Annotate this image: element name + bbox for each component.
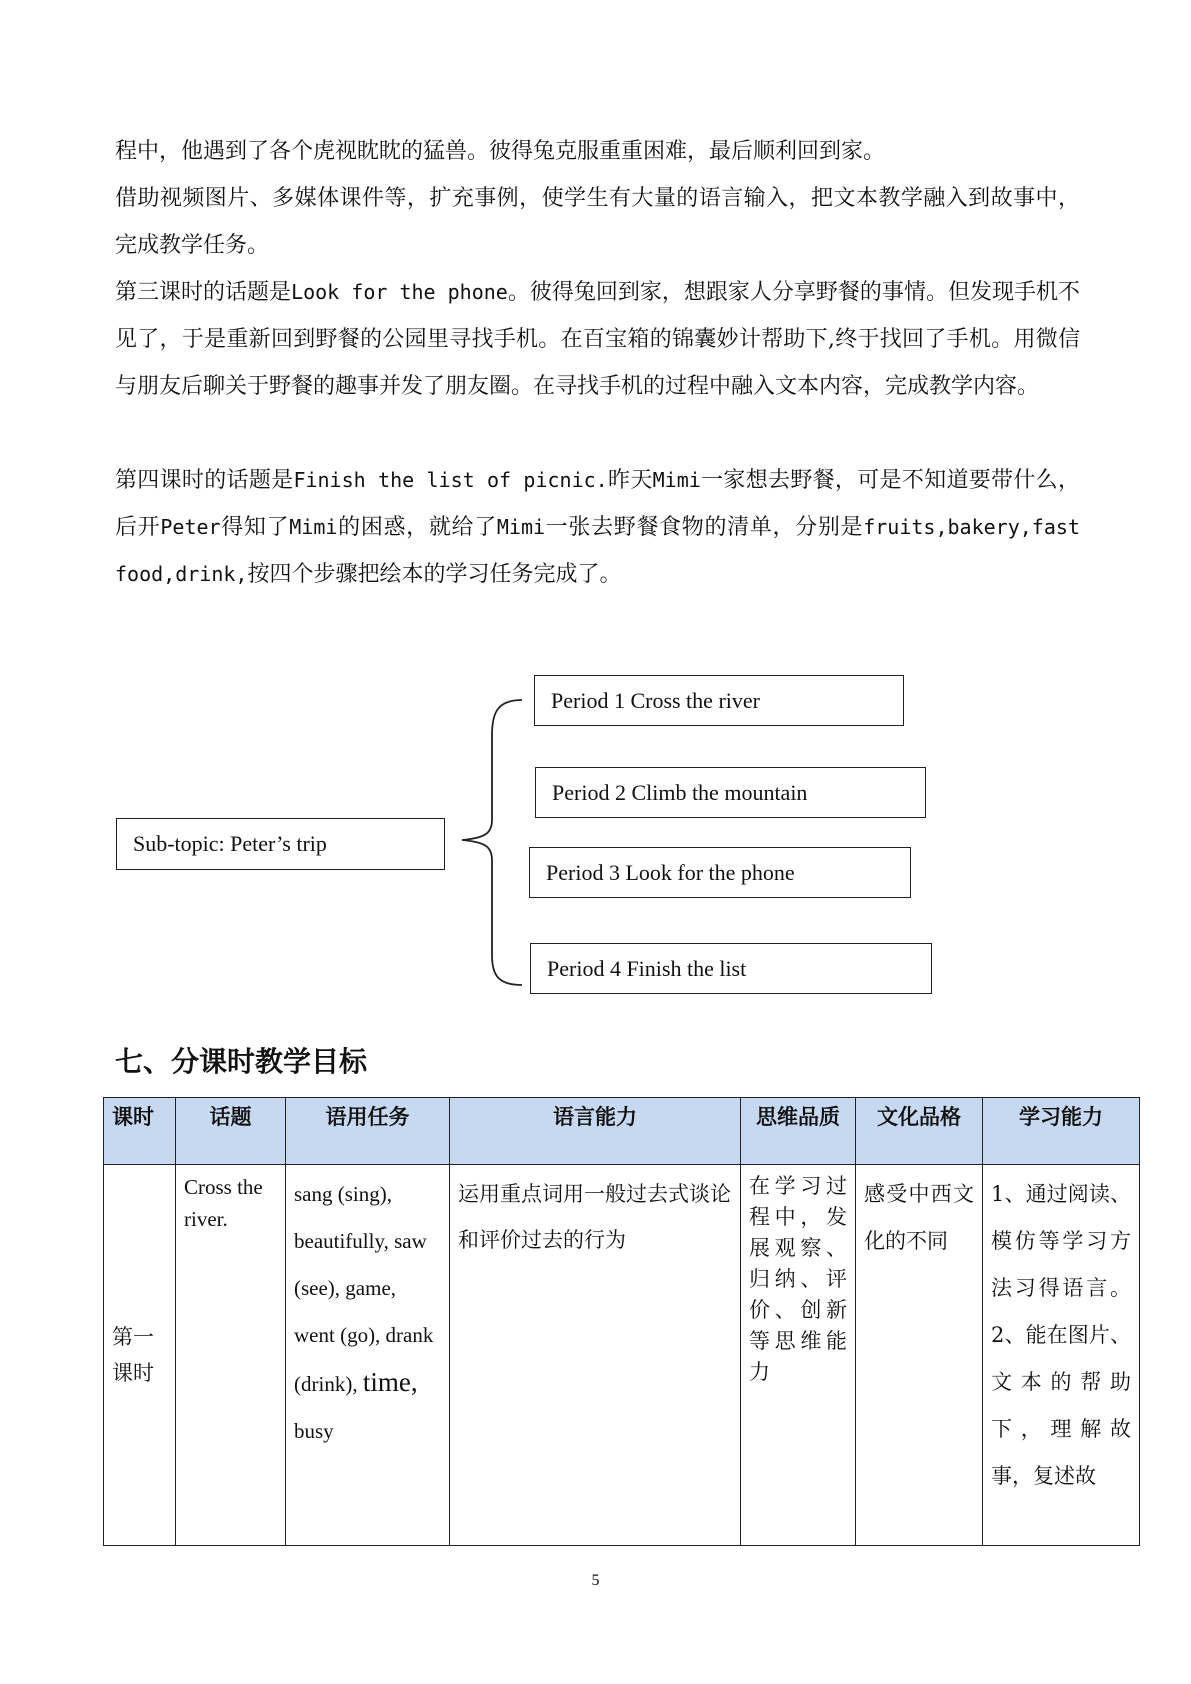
cell-learning-ability: 1、通过阅读、模仿等学习方法习得语言。 2、能在图片、文本的帮助下，理解故事，复述故	[983, 1165, 1140, 1546]
paragraph-3-topic: Look for the phone	[291, 280, 508, 304]
paragraph-4-name-mimi-2: Mimi	[289, 515, 338, 539]
cell-language-ability: 运用重点词用一般过去式谈论和评价过去的行为	[450, 1165, 741, 1546]
period-4-box	[530, 943, 932, 994]
page-number: 5	[591, 1572, 600, 1589]
header-language-ability: 语言能力	[450, 1098, 741, 1165]
header-cultural-character: 文化品格	[856, 1098, 983, 1165]
table-header-row	[104, 1098, 1140, 1165]
subtopic-box	[116, 818, 445, 870]
period-2-label: Period 2 Climb the mountain	[552, 779, 808, 805]
table-row	[104, 1165, 1140, 1546]
paragraph-4-text-f: 一张去野餐食物的清单，分别是	[545, 515, 864, 540]
words-time: time,	[362, 1367, 418, 1397]
cell-topic: Cross the river.	[176, 1165, 286, 1546]
paragraph-1: 程中，他遇到了各个虎视眈眈的猛兽。彼得兔克服重重困难，最后顺利回到家。	[115, 139, 886, 164]
subtopic-label: Sub-topic: Peter’s trip	[133, 831, 327, 856]
period-1-label: Period 1 Cross the river	[551, 687, 760, 713]
period-3-label: Period 3 Look for the phone	[546, 859, 795, 885]
paragraph-4-text-d: 得知了	[220, 515, 290, 540]
paragraph-3-text-b: 。彼得兔回到家，想跟家人分享野餐的事情。但发现手机不见了，于是重新回到野餐的公园里寻找手机。在百宝箱的锦囊妙计帮助下,终于找回了手机。用微信与朋友后聊关于野餐的趣事并发了朋友圈。在寻找手机的过程中融入文本内容，完成教学内容。	[115, 280, 1080, 399]
paragraph-4-text-b: 昨天	[607, 468, 653, 493]
paragraph-3-text-a: 第三课时的话题是	[115, 280, 292, 305]
paragraph-4-topic: Finish the list of picnic.	[293, 468, 608, 492]
period-4-label: Period 4 Finish the list	[547, 955, 747, 981]
section-title: 七、分课时教学目标	[115, 1045, 368, 1078]
paragraph-4-name-mimi-3: Mimi	[496, 515, 546, 539]
words-part-b: busy	[294, 1419, 334, 1443]
cell-thinking-quality: 在学习过程中，发展观察、归纳、评价、创新等思维能力	[741, 1165, 856, 1546]
header-thinking-quality: 思维品质	[741, 1098, 856, 1165]
period-2-box	[535, 767, 926, 818]
paragraph-4-text-e: 的困惑，就给了	[337, 515, 497, 540]
header-period: 课时	[104, 1098, 176, 1165]
header-pragmatic-task: 语用任务	[286, 1098, 450, 1165]
paragraph-4-name-peter: Peter	[160, 515, 221, 539]
header-topic: 话题	[176, 1098, 286, 1165]
words-part-a: sang (sing), beautifully, saw (see), game, went (go), drank (drink),	[294, 1182, 434, 1396]
paragraph-4-name-mimi-1: Mimi	[652, 468, 701, 492]
paragraph-2: 借助视频图片、多媒体课件等，扩充事例，使学生有大量的语言输入，把文本教学融入到故事中，完成教学任务。	[115, 186, 1080, 258]
period-1-box	[534, 675, 904, 726]
paragraph-4-text-g: 按四个步骤把绘本的学习任务完成了。	[247, 562, 622, 587]
header-learning-ability: 学习能力	[983, 1098, 1140, 1165]
cell-pragmatic-task	[286, 1165, 450, 1546]
period-3-box	[529, 847, 911, 898]
cell-period: 第一课时	[104, 1165, 176, 1546]
cell-cultural-character: 感受中西文化的不同	[856, 1165, 983, 1546]
paragraph-4-text-a: 第四课时的话题是	[115, 468, 294, 493]
paragraph-4-food-list: fruits,bakery,fast food,drink,	[115, 515, 1080, 586]
paragraph-4-text-c: 一家想去野餐，可是不知道要带什么，后开	[115, 468, 1080, 540]
goals-table	[103, 1097, 1140, 1546]
